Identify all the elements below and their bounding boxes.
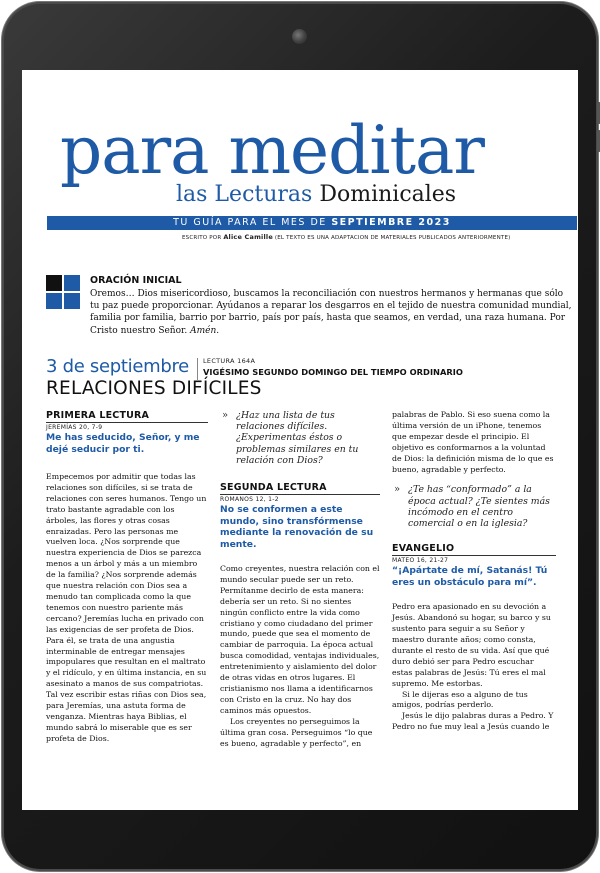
byline-author: Alice Camille (223, 233, 273, 241)
masthead-subtitle (176, 182, 456, 208)
first-reading-heading: PRIMERA LECTURA (46, 410, 208, 423)
first-reading-reference: JEREMÍAS 20, 7-9 (46, 424, 103, 431)
column-second-reading (220, 410, 380, 749)
second-reading-body (220, 564, 380, 749)
continuation-paragraph: palabras de Pablo. Si eso suena como la última versión de un iPhone, tenemos que empezar desde el principio. El objetivo es conformarnos a la voluntad de Dios: la definición misma de lo que es bueno, agradable y perfecto. (392, 410, 554, 474)
prayer-squares-icon (46, 275, 80, 309)
byline-prefix: ESCRITO POR (182, 235, 222, 241)
first-reading-body (46, 472, 208, 745)
gospel-section (392, 543, 556, 733)
masthead-subtitle-part2: Dominicales (319, 182, 457, 207)
prayer-heading: ORACIÓN INICIAL (90, 275, 182, 286)
column-first-reading (46, 410, 208, 745)
reflection-marker-icon: » (394, 484, 401, 496)
reflection-2 (392, 484, 556, 529)
week-date: 3 de septiembre (46, 356, 189, 377)
gospel-paragraph-1: Pedro era apasionado en su devoción a Jesús. Abandonó su hogar, su barco y su sustento para seguir a su Señor y maestro durante años; como consta, durante el resto de su vida. Así que qué duro debió ser para Pedro escuchar estas palabras de Jesús: Tú eres el mal supremo. Me estorbas. (392, 602, 551, 688)
gospel-body (392, 602, 556, 733)
week-title: RELACIONES DIFÍCILES (46, 378, 262, 399)
first-reading-paragraph: Empecemos por admitir que todas las relaciones son difíciles, si se trata de relaciones con seres humanos. Tengo un trato bastante agradable con los árboles, las flores y otras cosas enraizadas. Pero las personas me vuelven loca. ¿Nos sorprende que nuestra experiencia de Dios se parezca menos a un árbol y más a un miembro de la familia? ¿Nos sorprende además que nuestra relación con Dios sea a menudo tan complicada como la que tenemos con nuestro pariente más cercano? Jeremías lucha en privado con las exigencias de ser profeta de Dios. Para él, se trata de una angustia interminable de entregar mensajes impopulares que resultan en el maltrato y el ridículo, y en última instancia, en su asesinato a manos de sus compatriotas. Tal vez escribir estas riñas con Dios sea, para Jeremías, una astuta forma de venganza. Mientras haya Biblias, el mundo sabrá lo miserable que es ser profeta de Dios. (46, 472, 207, 743)
second-reading-reference: ROMANOS 12, 1-2 (220, 496, 279, 504)
prayer-amen: Amén. (190, 325, 220, 336)
byline-note: (EL TEXTO ES UNA ADAPTACION DE MATERIALES PUBLICADOS ANTERIORMENTE) (274, 235, 511, 241)
gospel-reference: MATEO 16, 21-27 (392, 557, 449, 565)
tablet-screen[interactable] (22, 70, 578, 810)
gospel-quote: “¡Apártate de mí, Satanás! Tú eres un obstáculo para mí”. (392, 565, 548, 588)
column-gospel (392, 410, 556, 733)
first-reading-quote: Me has seducido, Señor, y me dejé seducir por ti. (46, 432, 200, 455)
second-reading-heading: SEGUNDA LECTURA (220, 482, 380, 495)
sunday-name: VIGÉSIMO SEGUNDO DOMINGO DEL TIEMPO ORDINARIO (203, 367, 463, 377)
second-reading-quote: No se conformen a este mundo, sino transfórmense mediante la renovación de su mente. (220, 504, 374, 550)
byline (182, 233, 510, 241)
guide-month: SEPTIEMBRE 2023 (331, 217, 451, 228)
prayer-text-block (90, 288, 574, 337)
reflection-marker-icon: » (222, 410, 229, 421)
masthead-subtitle-part1: las Lecturas (176, 182, 313, 207)
date-divider (197, 358, 198, 380)
gospel-heading: EVANGELIO (392, 543, 556, 556)
lectura-number: LECTURA 164A (203, 357, 256, 365)
prayer-text: Oremos… Dios misericordioso, buscamos la reconciliación con nuestros hermanos y hermanas que sólo tu paz puede proporcionar. Ayúdanos a reparar los desgarros en el tejido de nuestra comunidad mundial, familia por familia, barrio por barrio, país por país, hasta que seamos, en verdad, una raza humana. Por Cristo nuestro Señor. (90, 289, 572, 336)
second-reading-paragraph-1: Como creyentes, nuestra relación con el mundo secular puede ser un reto. Permítanme decirlo de esta manera: debería ser un reto. Si no sientes ningún conflicto entre la vida como cristiano y como ciudadano del primer mundo, puede que sea el momento de cambiar de parroquia. La época actual busca comodidad, ventajas individuales, entretenimiento y aislamiento del dolor de otras vidas en otros lugares. El cristianismo nos llama a identificarnos con Cristo en la cruz. No hay dos caminos más opuestos. (220, 564, 380, 715)
masthead-title: para meditar (60, 112, 484, 189)
guide-banner (47, 216, 577, 230)
reflection-1 (220, 410, 380, 466)
second-reading-section (220, 482, 380, 749)
gospel-paragraph-3: Jesús le dijo palabras duras a Pedro. Y Pedro no fue muy leal a Jesús cuando le (392, 711, 554, 732)
reflection-1-text: ¿Haz una lista de tus relaciones difíciles. ¿Experimentas éstos o problemas similares en tu relación con Dios? (236, 410, 359, 466)
guide-text: TU GUÍA PARA EL MES DE (173, 217, 327, 228)
gospel-paragraph-2: Si le dijeras eso a alguno de tus amigos, podrías perderlo. (392, 689, 528, 710)
second-reading-paragraph-2: Los creyentes no perseguimos la última gran cosa. Perseguimos “lo que es bueno, agradable y perfecto”, en (220, 716, 373, 748)
continuation-body (392, 410, 556, 475)
camera-icon (292, 29, 307, 44)
reflection-2-text: ¿Te has “conformado” a la época actual? ¿Te sientes más incómodo en el centro comercial o en la iglesia? (408, 484, 550, 530)
